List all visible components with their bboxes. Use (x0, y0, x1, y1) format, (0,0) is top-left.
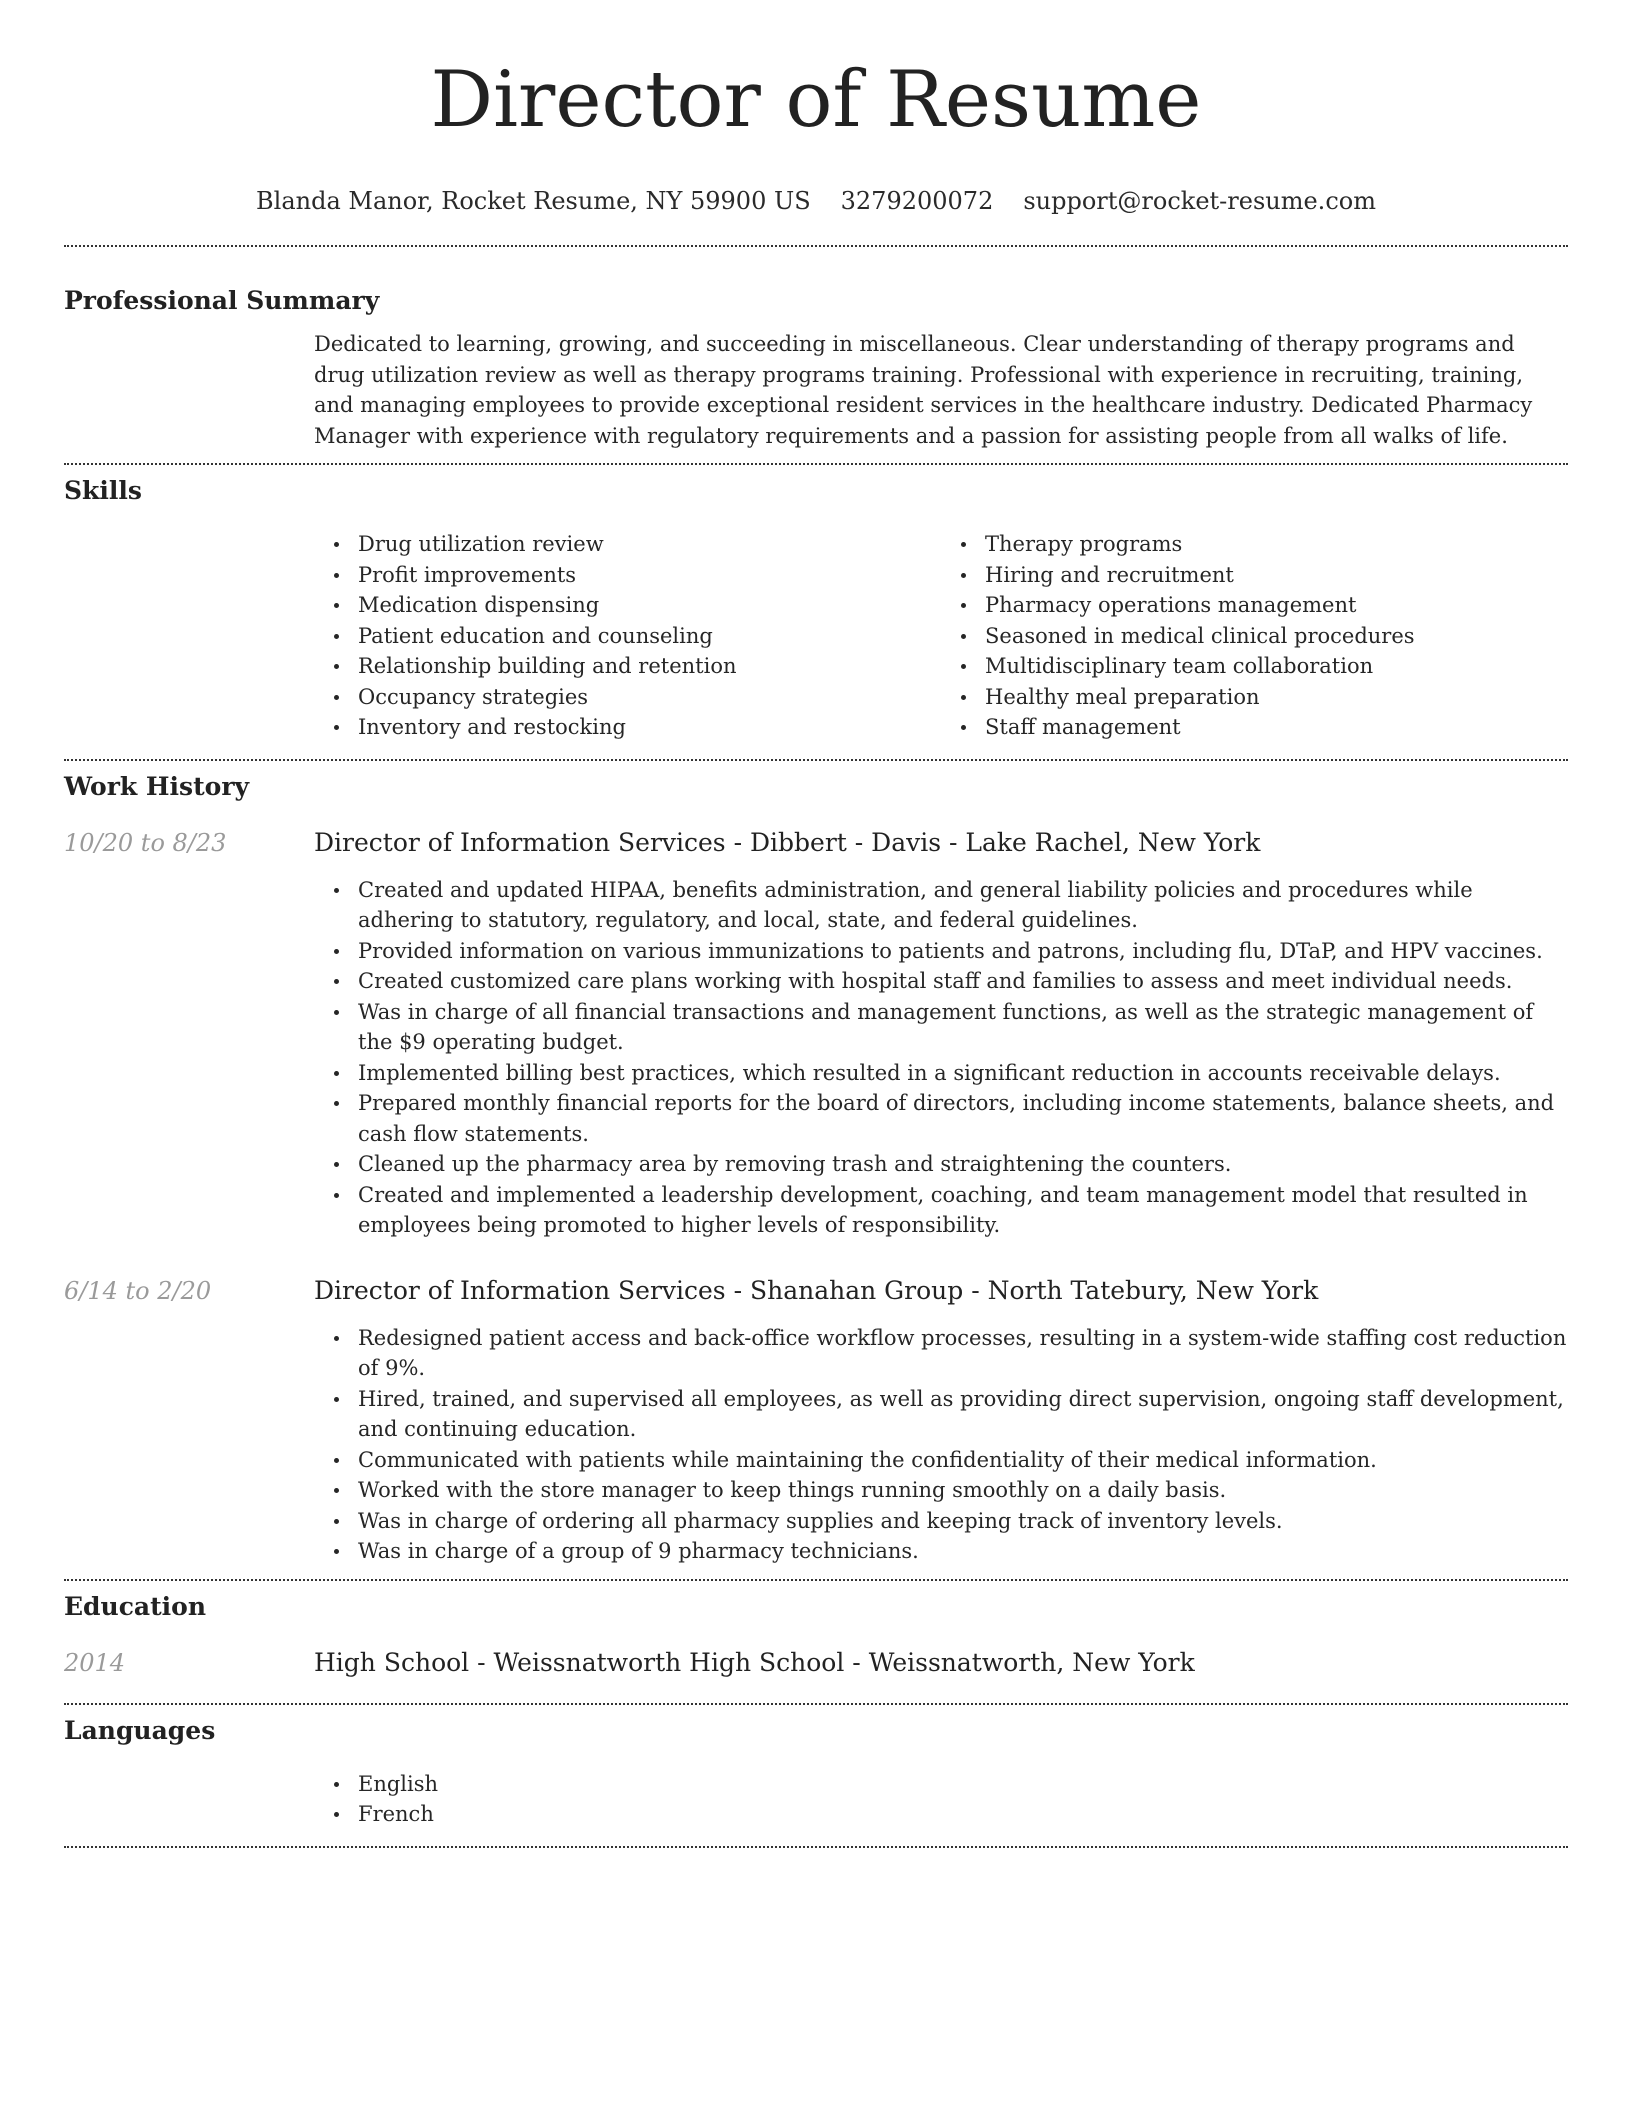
skill-item: Medication dispensing (358, 590, 941, 621)
skill-item: Seasoned in medical clinical procedures (985, 621, 1568, 652)
job-details (314, 827, 1568, 1241)
contact-line (64, 186, 1568, 216)
skill-item: Relationship building and retention (358, 651, 941, 682)
education-entry (64, 1647, 1568, 1679)
education-details (314, 1647, 1568, 1679)
job-bullet: Was in charge of a group of 9 pharmacy technicians. (358, 1536, 1568, 1567)
job-entry (64, 1275, 1568, 1567)
summary-text: Dedicated to learning, growing, and succeeding in miscellaneous. Clear understanding of therapy programs and drug utilization review as well as therapy programs training. Professional with experience in recruiting, training, and managing employees to provide exceptional resident services in the healthcare industry. Dedicated Pharmacy Manager with experience with regulatory requirements and a passion for assisting people from all walks of life. (314, 332, 1533, 448)
contact-email: support@rocket-resume.com (1023, 187, 1376, 215)
job-details (314, 1275, 1568, 1567)
job-bullet: Was in charge of ordering all pharmacy supplies and keeping track of inventory levels. (358, 1506, 1568, 1537)
job-bullet: Redesigned patient access and back-office workflow processes, resulting in a system-wide staffing cost reduction of 9%. (358, 1323, 1568, 1384)
job-bullet: Communicated with patients while maintaining the confidentiality of their medical information. (358, 1445, 1568, 1476)
job-bullet: Created and implemented a leadership development, coaching, and team management model that resulted in employees being promoted to higher levels of responsibility. (358, 1180, 1568, 1241)
skill-item: Hiring and recruitment (985, 560, 1568, 591)
job-dates: 10/20 to 8/23 (64, 828, 227, 857)
skill-item: Drug utilization review (358, 529, 941, 560)
divider (64, 1579, 1568, 1581)
job-bullets (314, 875, 1568, 1241)
divider (64, 1703, 1568, 1705)
divider (64, 759, 1568, 761)
section-title-education: Education (64, 1591, 207, 1621)
section-title-skills: Skills (64, 476, 142, 505)
skill-item: Occupancy strategies (358, 682, 941, 713)
job-bullet: Cleaned up the pharmacy area by removing trash and straightening the counters. (358, 1149, 1568, 1180)
skills-list-left (314, 529, 941, 743)
language-item: English (358, 1769, 1568, 1800)
skills-list-right (941, 529, 1568, 743)
divider (64, 245, 1568, 247)
job-dates: 6/14 to 2/20 (64, 1276, 212, 1305)
job-bullet: Provided information on various immunizations to patients and patrons, including flu, DTaP, and HPV vaccines. (358, 936, 1568, 967)
divider (64, 1846, 1568, 1848)
divider (64, 463, 1568, 465)
languages-list (314, 1769, 1568, 1830)
section-title-summary: Professional Summary (64, 286, 380, 315)
contact-phone: 3279200072 (840, 187, 994, 215)
job-heading: Director of Information Services - Shanahan Group - North Tatebury, New York (314, 1275, 1319, 1305)
job-heading: Director of Information Services - Dibbert - Davis - Lake Rachel, New York (314, 827, 1261, 857)
skill-item: Pharmacy operations management (985, 590, 1568, 621)
skills-grid (314, 529, 1568, 743)
languages-block (314, 1769, 1568, 1830)
job-bullet: Implemented billing best practices, which resulted in a significant reduction in accounts receivable delays. (358, 1058, 1568, 1089)
job-bullet: Was in charge of all financial transactions and management functions, as well as the strategic management of the $9 operating budget. (358, 997, 1568, 1058)
job-bullet: Created and updated HIPAA, benefits administration, and general liability policies and procedures while adhering to statutory, regulatory, and local, state, and federal guidelines. (358, 875, 1568, 936)
section-title-languages: Languages (64, 1715, 216, 1745)
section-title-work: Work History (64, 771, 250, 801)
education-heading: High School - Weissnatworth High School - Weissnatworth, New York (314, 1647, 1195, 1677)
language-item: French (358, 1799, 1568, 1830)
job-bullet: Created customized care plans working with hospital staff and families to assess and meet individual needs. (358, 966, 1568, 997)
skill-item: Healthy meal preparation (985, 682, 1568, 713)
job-bullet: Hired, trained, and supervised all employees, as well as providing direct supervision, ongoing staff development, and continuing education. (358, 1384, 1568, 1445)
job-bullet: Prepared monthly financial reports for the board of directors, including income statements, balance sheets, and cash flow statements. (358, 1088, 1568, 1149)
resume-page (64, 0, 1568, 1848)
job-entry (64, 827, 1568, 1241)
skill-item: Inventory and restocking (358, 712, 941, 743)
skill-item: Patient education and counseling (358, 621, 941, 652)
education-year: 2014 (64, 1648, 126, 1677)
skill-item: Therapy programs (985, 529, 1568, 560)
resume-name: Director of Resume (430, 55, 1202, 145)
job-bullets (314, 1323, 1568, 1567)
skill-item: Multidisciplinary team collaboration (985, 651, 1568, 682)
skill-item: Staff management (985, 712, 1568, 743)
contact-address: Blanda Manor, Rocket Resume, NY 59900 US (256, 187, 811, 215)
skill-item: Profit improvements (358, 560, 941, 591)
job-bullet: Worked with the store manager to keep things running smoothly on a daily basis. (358, 1475, 1568, 1506)
